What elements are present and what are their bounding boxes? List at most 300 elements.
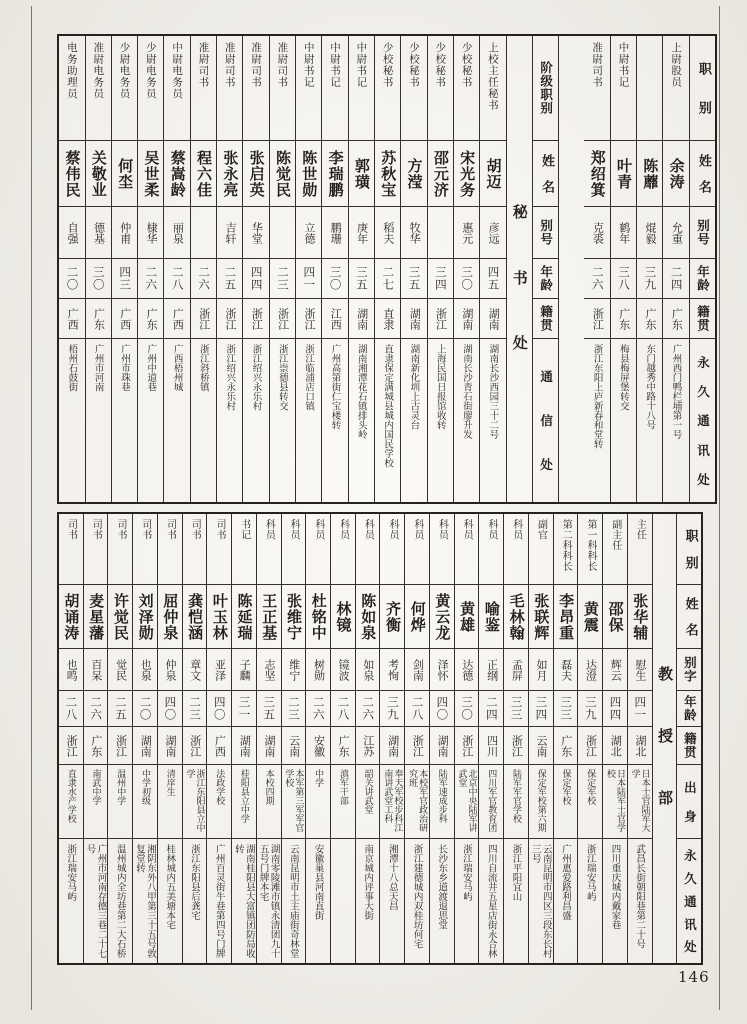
right-margin-rule [719,6,720,1010]
person-age: 三〇 [454,258,479,298]
person-column [400,36,426,502]
person-alias: 考恂 [380,648,404,690]
header-age: 年龄 [677,690,701,726]
person-column [610,36,636,502]
person-native-place: 江西 [322,298,347,338]
person-address: 浙江建德城内双桂坊何宅 [405,838,429,963]
person-age: 三〇 [455,690,479,726]
person-column [453,36,479,502]
person-native-place: 浙江 [504,726,528,764]
person-age: 二四 [479,690,503,726]
person-column [59,36,84,502]
header-rank: 职 别 [695,62,711,114]
person-origin: 保定军校 [578,764,602,838]
person-address: 广州市珠巷 [112,338,137,502]
person-address [331,838,355,963]
header-rank: 职 别 [682,528,698,570]
header-name: 姓 名 [533,140,558,206]
person-native-place: 湖南 [133,726,157,764]
person-address: 湖南长沙青石街廖升发 [454,338,479,502]
person-native-place: 江苏 [356,726,380,764]
person-rank: 上校主任秘书 [486,42,499,111]
person-column [206,514,231,963]
person-address: 湖南长沙西园三十二号 [480,338,505,502]
person-origin: 保定军校 [554,764,578,838]
person-alias: 也鸣 [59,648,83,690]
person-address: 安徽巢县河南直街 [306,838,330,963]
person-origin: 南武中学 [84,764,108,838]
person-column [269,36,295,502]
person-origin: 陆军速成步科 [430,764,454,838]
person-native-place: 浙江 [243,298,268,338]
person-alias: 树勋 [306,648,330,690]
person-address: 湘潭十八总天昌 [380,838,404,963]
person-column [577,514,602,963]
instruction-dept-roster-table [57,512,703,965]
person-origin: 本校军官政治研究班 [405,764,429,838]
person-rank: 科员 [263,519,275,540]
person-alias: 鹤年 [611,206,636,258]
person-address: 浙江瑞安马屿 [59,838,83,963]
person-origin: 浙江东阳县立中学 [183,764,207,838]
person-name: 毛林翰 [504,584,528,648]
person-address: 四川自流井五星店街永合林 [479,838,503,963]
person-column [503,514,528,963]
person-rank: 中尉书记 [302,42,315,88]
person-name: 麦星藩 [84,584,108,648]
person-address: 浙江绍兴永乐村 [243,338,268,502]
person-rank: 科员 [486,519,498,540]
person-native-place: 浙江 [584,298,609,338]
person-name: 陈延瑞 [232,584,256,648]
person-alias: 惠元 [454,206,479,258]
person-native-place: 浙江 [296,298,321,338]
person-column [528,514,553,963]
person-native-place: 广东 [138,298,163,338]
person-age: 二三 [183,690,207,726]
person-rank: 司书 [164,519,176,540]
person-native-place: 湖南 [158,726,182,764]
person-column [83,514,108,963]
person-origin: 桂阳县立中学 [232,764,256,838]
person-column [132,514,157,963]
person-alias: 鹏珊 [322,206,347,258]
person-rank: 主任 [634,519,646,540]
person-native-place: 浙江 [578,726,602,764]
person-native-place: 广东 [663,298,688,338]
person-rank: 科员 [510,519,522,540]
person-rank: 准尉司书 [250,42,263,88]
person-alias: 百呆 [84,648,108,690]
person-name: 陈如泉 [356,584,380,648]
person-rank: 司书 [115,519,126,540]
person-native-place: 浙江 [405,726,429,764]
person-alias: 如泉 [356,648,380,690]
person-name: 蔡伟民 [59,140,84,206]
person-address: 湘阴东外八甲第三十五号敦复堂转 [133,838,157,963]
person-age: 四四 [603,690,627,726]
person-address: 湖南桂阳县大富镇团防局收转 [232,838,256,963]
person-rank: 电务助理员 [65,42,78,100]
person-alias [428,206,453,258]
person-native-place: 广东 [331,726,355,764]
person-address: 云南昆明市四区三段东长村三号 [529,838,553,963]
person-alias: 觉民 [108,648,132,690]
person-alias: 慰生 [628,648,652,690]
person-age: 二六 [584,258,609,298]
person-age: 四五 [480,258,505,298]
person-address: 云南昆明市土主庙街奇林堂 [282,838,306,963]
person-address: 四川重庆城内戴家巷 [603,838,627,963]
person-address: 广州市河南 [86,338,111,502]
person-address: 温州城内全坊巷第二大石桥 [108,838,132,963]
person-age: 二八 [331,690,355,726]
person-age: 二八 [59,690,83,726]
person-name: 程六佳 [191,140,216,206]
person-origin: 奉天军校步科江南讲武堂工科 [380,764,404,838]
person-name: 蔡嵩龄 [164,140,189,206]
person-native-place: 湖南 [401,298,426,338]
person-name: 何坔 [112,140,137,206]
person-name: 王正基 [257,584,281,648]
person-name: 宋光务 [454,140,479,206]
person-native-place: 浙江 [191,298,216,338]
person-native-place: 直隶 [375,298,400,338]
person-age: 二〇 [59,258,84,298]
person-age: 三四 [428,258,453,298]
person-rank: 科员 [337,519,349,540]
person-origin: 温州中学 [108,764,132,838]
person-rank: 上尉股员 [670,42,683,88]
person-age: 三九 [578,690,602,726]
person-origin: 保定军校第六期 [529,764,553,838]
person-name: 黄震 [578,584,602,648]
person-column [427,36,453,502]
person-age: 二五 [217,258,242,298]
person-native-place: 浙江 [455,726,479,764]
person-column [330,514,355,963]
person-column [85,36,111,502]
person-rank: 司书 [213,519,225,540]
person-native-place: 湖南 [232,726,256,764]
person-name: 齐衡 [380,584,404,648]
page-number: 146 [678,968,710,986]
person-name: 郭璜 [349,140,374,206]
person-origin: 中学 [306,764,330,838]
person-column [479,36,505,502]
person-name: 陈蘼 [637,140,662,206]
person-alias: 剑南 [405,648,429,690]
person-alias: 达德 [455,648,479,690]
person-name: 龚恺涵 [183,584,207,648]
person-address: 武昌长街朝阳巷第二十号 [628,838,652,963]
person-age: 二六 [356,690,380,726]
header-alias: 别号 [690,206,715,258]
person-native-place: 广西 [164,298,189,338]
person-address: 东门越秀中路十八号 [637,338,662,502]
person-column [478,514,503,963]
person-address: 梧州石鼓街 [59,338,84,502]
person-alias: 仲甫 [112,206,137,258]
person-address: 梅县梅屏堡转交 [611,338,636,502]
person-native-place: 湖北 [628,726,652,764]
person-name: 张永亮 [217,140,242,206]
person-age: 二五 [108,690,132,726]
person-name: 何烨 [405,584,429,648]
person-address: 广州百灵街牛巷第四号门牌 [207,838,231,963]
person-age: 二三 [270,258,295,298]
person-column [242,36,268,502]
section-label: 教 授 部 [656,666,675,805]
person-native-place: 湖南 [480,298,505,338]
section-label-column-secretariat [506,36,532,502]
person-alias: 维宁 [282,648,306,690]
person-age: 二八 [164,258,189,298]
person-origin: 中学初级 [133,764,157,838]
person-alias: 焜毅 [637,206,662,258]
header-origin: 出 身 [677,764,701,838]
person-age: 二八 [405,690,429,726]
person-alias: 克裘 [584,206,609,258]
person-rank: 中尉书记 [329,42,341,88]
person-alias: 子麟 [232,648,256,690]
person-name: 方滢 [401,140,426,206]
person-rank: 少校秘书 [381,42,394,88]
outer-header-column [689,36,715,502]
person-age: 二七 [375,258,400,298]
inner-header-column [532,36,558,502]
person-column [305,514,330,963]
person-name: 叶青 [611,140,636,206]
person-address: 湖南湘潭花石镇排头岭 [349,338,374,502]
person-address: 广州市河南存德三巷二十七号 [84,838,108,963]
person-native-place: 四川 [479,726,503,764]
person-origin: 陆军军官学校 [504,764,528,838]
person-alias: 立德 [296,206,321,258]
person-column [295,36,321,502]
person-age: 三一 [232,690,256,726]
person-alias: 仲泉 [158,648,182,690]
person-column [190,36,216,502]
person-age: 四一 [628,690,652,726]
person-column [182,514,207,963]
person-rank: 科员 [312,519,324,540]
person-address: 长沙东乡道渡退思堂 [430,838,454,963]
person-alias: 镜波 [331,648,355,690]
person-rank: 准尉司书 [197,42,210,88]
section-label: 秘 书 处 [510,204,529,350]
header-alias: 别字 [677,648,701,690]
person-native-place: 湖南 [380,726,404,764]
person-age: 三四 [529,690,553,726]
person-address: 浙江东阳县后龚宅 [183,838,207,963]
person-alias: 达澄 [578,648,602,690]
person-age: 三五 [401,258,426,298]
person-native-place: 广东 [554,726,578,764]
person-origin: 法政学校 [207,764,231,838]
person-rank: 第一科科长 [584,519,596,572]
person-address: 湖南新化圳上古灵台 [401,338,426,502]
person-name: 张联辉 [529,584,553,648]
header-address: 永 久 通 讯 处 [690,338,715,502]
person-name: 杜铭中 [306,584,330,648]
person-column [374,36,400,502]
person-age: 四四 [243,258,268,298]
person-native-place: 广西 [112,298,137,338]
person-native-place: 云南 [282,726,306,764]
person-column [429,514,454,963]
header-native: 籍贯 [677,726,701,764]
person-column [216,36,242,502]
person-name: 邵元济 [428,140,453,206]
person-origin: 韶关讲武堂 [356,764,380,838]
blank-spacer-column [558,36,584,502]
person-address: 广州惠爱路利昌盛 [554,838,578,963]
person-age: 二六 [191,258,216,298]
person-rank: 司书 [139,519,151,540]
person-origin: 直隶水产学校 [59,764,83,838]
person-name: 张维宁 [282,584,306,648]
person-alias: 稻夫 [375,206,400,258]
person-column [602,514,627,963]
person-address: 广州西门鸭栏埔第一号 [663,338,688,502]
person-native-place: 广东 [637,298,662,338]
person-column [627,514,652,963]
person-alias: 允重 [663,206,688,258]
person-alias: 孟屏 [504,648,528,690]
person-name: 喻鉴 [479,584,503,648]
person-rank [637,36,662,140]
person-alias: 彦远 [480,206,505,258]
person-origin: 滇军干部 [331,764,355,838]
person-column [157,514,182,963]
person-origin: 日本士官陆军大学 [628,764,652,838]
person-native-place: 湖南 [454,298,479,338]
section-label-column-instruction [652,514,677,963]
person-address: 浙江临浦店口镇 [296,338,321,502]
person-address: 湖南零陵滩市镇永清团九十五号门牌本宅 [257,838,281,963]
person-rank: 科员 [411,519,423,540]
person-column [256,514,281,963]
person-rank: 准尉司书 [276,42,289,88]
person-alias: 如月 [529,648,553,690]
person-origin: 本校四期 [257,764,281,838]
person-alias: 棣华 [138,206,163,258]
person-rank: 司书 [189,519,201,540]
person-address: 浙江瑞安马屿 [455,838,479,963]
person-column [584,36,609,502]
person-address: 浙江斜桥镇 [191,338,216,502]
person-native-place: 广西 [207,726,231,764]
person-native-place: 湖南 [257,726,281,764]
person-alias: 牧华 [401,206,426,258]
person-rank: 准尉司书 [223,42,236,88]
person-column [662,36,688,502]
person-rank: 第二科科长 [560,519,572,572]
person-column [348,36,374,502]
person-origin: 本军第三军军官学校 [282,764,306,838]
person-column [231,514,256,963]
person-native-place: 浙江 [183,726,207,764]
person-name: 黄雄 [455,584,479,648]
person-alias: 泽怀 [430,648,454,690]
person-column [111,36,137,502]
person-age: 三三 [554,690,578,726]
person-age: 四〇 [430,690,454,726]
person-alias: 也泉 [133,648,157,690]
left-margin-rule [31,6,32,1010]
person-alias: 磊夫 [554,648,578,690]
person-alias: 辉云 [603,648,627,690]
person-age: 三〇 [86,258,111,298]
person-rank: 中尉电务员 [171,42,184,100]
person-age: 二〇 [133,690,157,726]
person-age: 三九 [637,258,662,298]
person-column [107,514,132,963]
person-alias: 丽泉 [164,206,189,258]
person-rank: 少校秘书 [407,42,420,88]
person-address: 直隶保定满城县城内国民学校 [375,338,400,502]
person-native-place: 云南 [529,726,553,764]
person-native-place: 广东 [611,298,636,338]
person-rank: 少校秘书 [434,42,447,88]
person-column [454,514,479,963]
person-name: 黄云龙 [430,584,454,648]
person-address: 浙江瑞安马屿 [578,838,602,963]
person-age: 二三 [282,690,306,726]
person-rank: 准尉司书 [591,42,604,88]
person-column [321,36,347,502]
person-address: 浙江崇德县转交 [270,338,295,502]
person-age: 三五 [349,258,374,298]
person-name: 苏秋宝 [375,140,400,206]
person-name: 张启英 [243,140,268,206]
person-alias: 正纲 [479,648,503,690]
person-name: 李昂重 [554,584,578,648]
person-native-place: 广东 [84,726,108,764]
person-origin: 北京中央陆军讲武堂 [455,764,479,838]
person-native-place: 广西 [59,298,84,338]
person-name: 叶玉林 [207,584,231,648]
person-age: 三五 [257,690,281,726]
person-native-place: 浙江 [108,726,132,764]
person-column [137,36,163,502]
header-rank-grade: 阶级职别 [538,61,554,115]
person-name: 胡迈 [480,140,505,206]
person-name: 屈仲泉 [158,584,182,648]
header-name: 姓 名 [690,140,715,206]
person-age: 三〇 [322,258,347,298]
person-age: 三八 [611,258,636,298]
person-rank: 少尉电务员 [118,42,131,100]
person-rank: 科员 [461,519,473,540]
person-rank: 科员 [387,519,399,540]
person-address: 广州中道巷 [138,338,163,502]
secretariat-roster-table [57,34,717,504]
person-alias: 庚年 [349,206,374,258]
person-alias: 亚泽 [207,648,231,690]
person-age: 二六 [306,690,330,726]
header-native: 籍贯 [690,298,715,338]
person-name: 胡诵涛 [59,584,83,648]
header-correspondence: 通 信 处 [533,338,558,502]
person-address: 浙江平阳宜山 [504,838,528,963]
person-address: 桂林城内五美塘本宅 [158,838,182,963]
person-age: 二六 [138,258,163,298]
person-age: 二六 [84,690,108,726]
person-column [163,36,189,502]
person-origin: 日本陆军士官学校 [603,764,627,838]
